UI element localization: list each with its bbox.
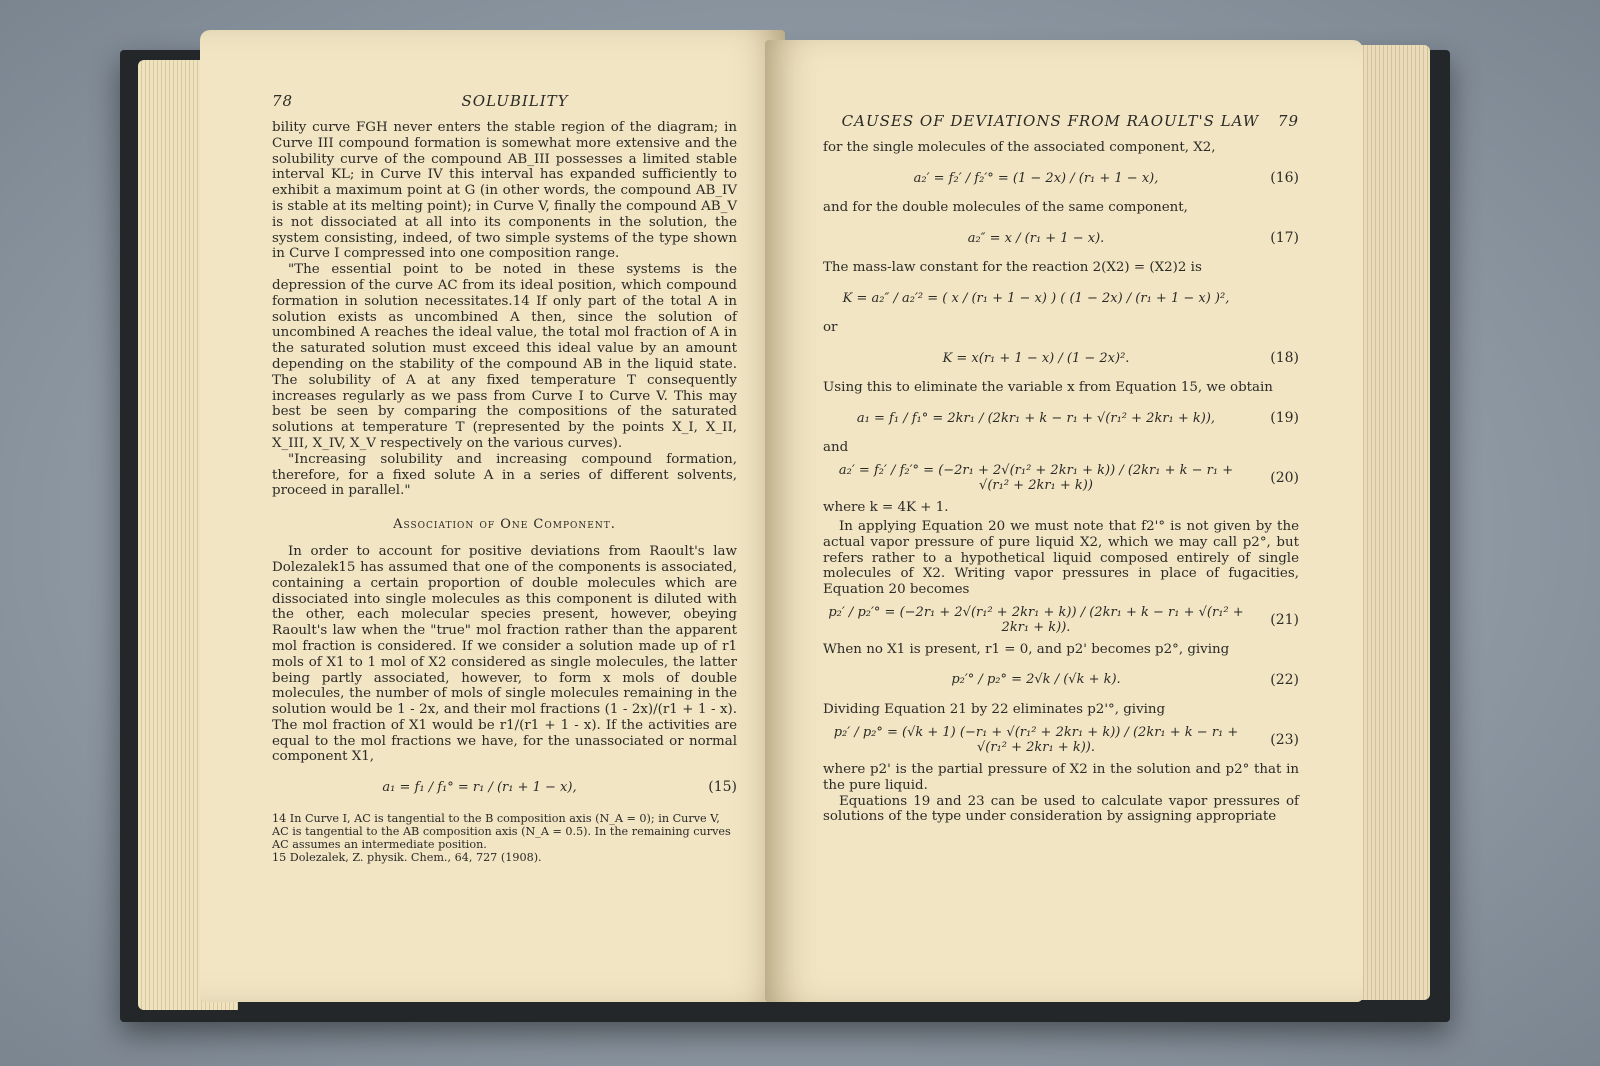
equation-number: (19)	[1270, 410, 1299, 426]
equation-number: (15)	[708, 779, 737, 796]
right-page-stack	[1360, 45, 1430, 1000]
paragraph: where p2' is the partial pressure of X2 in the solution and p2° that in the pure liquid.	[823, 761, 1299, 793]
paragraph: In applying Equation 20 we must note that f2'° is not given by the actual vapor pressure of pure liquid X2, which we may call p2°, but refers rather to a hypothetical liquid composed entirely of single molecules of X2. Writing vapor pressures in place of fugacities, Equation 20 becomes	[823, 519, 1299, 598]
text-line: When no X1 is present, r1 = 0, and p2' becomes p2°, giving	[823, 641, 1230, 657]
equation-number: (20)	[1270, 470, 1299, 486]
text-line: for the single molecules of the associated component, X2,	[823, 140, 1216, 155]
right-page-header	[823, 112, 1299, 130]
footnotes	[272, 812, 737, 864]
equation-number: (22)	[1270, 671, 1299, 688]
left-page-header	[272, 92, 737, 110]
equation	[272, 772, 737, 802]
equation-number: (21)	[1270, 611, 1299, 628]
equation-number: (17)	[1270, 230, 1299, 246]
equation	[823, 283, 1299, 313]
equation-expression: p₂′ / p₂′° = (−2r₁ + 2√(r₁² + 2kr₁ + k)) / (2kr₁ + k − r₁ + √(r₁² + 2kr₁ + k)).	[828, 604, 1244, 635]
section-title: Association of One Component.	[393, 517, 616, 533]
text-line: where k = 4K + 1.	[823, 500, 949, 515]
equation-number: (23)	[1270, 731, 1299, 748]
equation-expression: K = x(r₁ + 1 − x) / (1 − 2x)².	[942, 350, 1130, 366]
paragraph: Equations 19 and 23 can be used to calculate vapor pressures of solutions of the type under consideration by assigning appropriate	[823, 793, 1299, 825]
equation-number: (18)	[1270, 350, 1299, 366]
page-number: 79	[1277, 112, 1299, 130]
right-page	[765, 40, 1363, 1002]
footnote: 15 Dolezalek, Z. physik. Chem., 64, 727 (1908).	[272, 851, 542, 865]
equation-expression: p₂′ / p₂° = (√k + 1) (−r₁ + √(r₁² + 2kr₁ + k)) / (2kr₁ + k − r₁ + √(r₁² + 2kr₁ + k)).	[833, 724, 1239, 755]
equation	[823, 163, 1299, 193]
text-line: and for the double molecules of the same component,	[823, 200, 1188, 215]
text-line: or	[823, 320, 838, 335]
paragraph: In order to account for positive deviations from Raoult's law Dolezalek15 has assumed that one of the components is associated, containing a certain proportion of double molecules which are dissociated into single molecules as this component is diluted with the other, each molecular species present, however, obeying Raoult's law when the "true" mol fraction rather than the apparent mol fraction is considered. If we consider a solution made up of r1 mols of X1 to 1 mol of X2 considered as single molecules, the latter being partly associated, however, to form x mols of double molecules, the number of mols of single molecules remaining in the solution would be 1 - 2x, and their mol fractions (1 - 2x)/(r1 + 1 - x). The mol fraction of X1 would be r1/(r1 + 1 - x). If the activities are equal to the mol fractions we have, for the unassociated or normal component X1,	[272, 544, 737, 765]
equation-expression: a₂′ = f₂′ / f₂′° = (1 − 2x) / (r₁ + 1 − x),	[913, 170, 1159, 186]
running-head: SOLUBILITY	[461, 92, 569, 110]
text-line: Using this to eliminate the variable x from Equation 15, we obtain	[823, 380, 1273, 395]
left-page	[200, 30, 785, 1002]
equation-expression: a₁ = f₁ / f₁° = r₁ / (r₁ + 1 − x),	[382, 779, 577, 795]
running-head: CAUSES OF DEVIATIONS FROM RAOULT'S LAW	[841, 112, 1260, 130]
text-line: and	[823, 440, 849, 455]
equation-expression: K = a₂″ / a₂′² = ( x / (r₁ + 1 − x) ) ( (1 − 2x) / (r₁ + 1 − x) )²,	[842, 290, 1230, 306]
equation-expression: a₁ = f₁ / f₁° = 2kr₁ / (2kr₁ + k − r₁ + √(r₁² + 2kr₁ + k)),	[856, 410, 1216, 426]
equation-expression: a₂′ = f₂′ / f₂′° = (−2r₁ + 2√(r₁² + 2kr₁ + k)) / (2kr₁ + k − r₁ + √(r₁² + 2kr₁ + k))	[838, 463, 1234, 493]
equation	[823, 463, 1299, 493]
equation-expression: p₂′° / p₂° = 2√k / (√k + k).	[951, 672, 1121, 688]
footnote: 14 In Curve I, AC is tangential to the B composition axis (N_A = 0); in Curve V, AC is tangential to the AB composition axis (N_A = 0.5). In the remaining curves AC assumes an intermediate position.	[272, 812, 731, 852]
equation	[823, 725, 1299, 755]
paragraph: "Increasing solubility and increasing compound formation, therefore, for a fixed solute A in a series of different solvents, proceed in parallel."	[272, 451, 737, 499]
equation-expression: a₂″ = x / (r₁ + 1 − x).	[967, 230, 1105, 246]
equation	[823, 223, 1299, 253]
equation-number: (16)	[1270, 170, 1299, 186]
text-line: Dividing Equation 21 by 22 eliminates p2'°, giving	[823, 701, 1166, 717]
paragraph: bility curve FGH never enters the stable region of the diagram; in Curve III compound formation is somewhat more extensive and the solubility curve of the compound AB_III possesses a limited stable interval KL; in Curve IV this interval has expanded sufficiently to exhibit a maximum point at G (in other words, the compound AB_IV is stable at its melting point); in Curve V, finally the compound AB_V is not dissociated at all into its components in the solution, the system consisting, indeed, of two simple systems of the type shown in Curve I compressed into one composition range.	[272, 120, 738, 262]
page-number: 78	[272, 92, 294, 110]
paragraph: "The essential point to be noted in these systems is the depression of the curve AC from its ideal position, which compound formation in solution necessitates.14 If only part of the total A in solution exists as uncombined A then, since the solution of uncombined A reaches the ideal value, the total mol fraction of A in the saturated solution must exceed this ideal value by an amount depending on the stability of the compound AB in the liquid state. The solubility of A at any fixed temperature T consequently increases regularly as we pass from Curve I to Curve V. This may best be seen by comparing the compositions of the saturated solutions at temperature T (represented by the points X_I, X_II, X_III, X_IV, X_V respectively on the various curves).	[272, 262, 737, 451]
equation	[823, 665, 1299, 695]
equation	[823, 343, 1299, 373]
text-line: The mass-law constant for the reaction 2(X2) = (X2)2 is	[823, 260, 1202, 275]
equation	[823, 605, 1299, 635]
equation	[823, 403, 1299, 433]
